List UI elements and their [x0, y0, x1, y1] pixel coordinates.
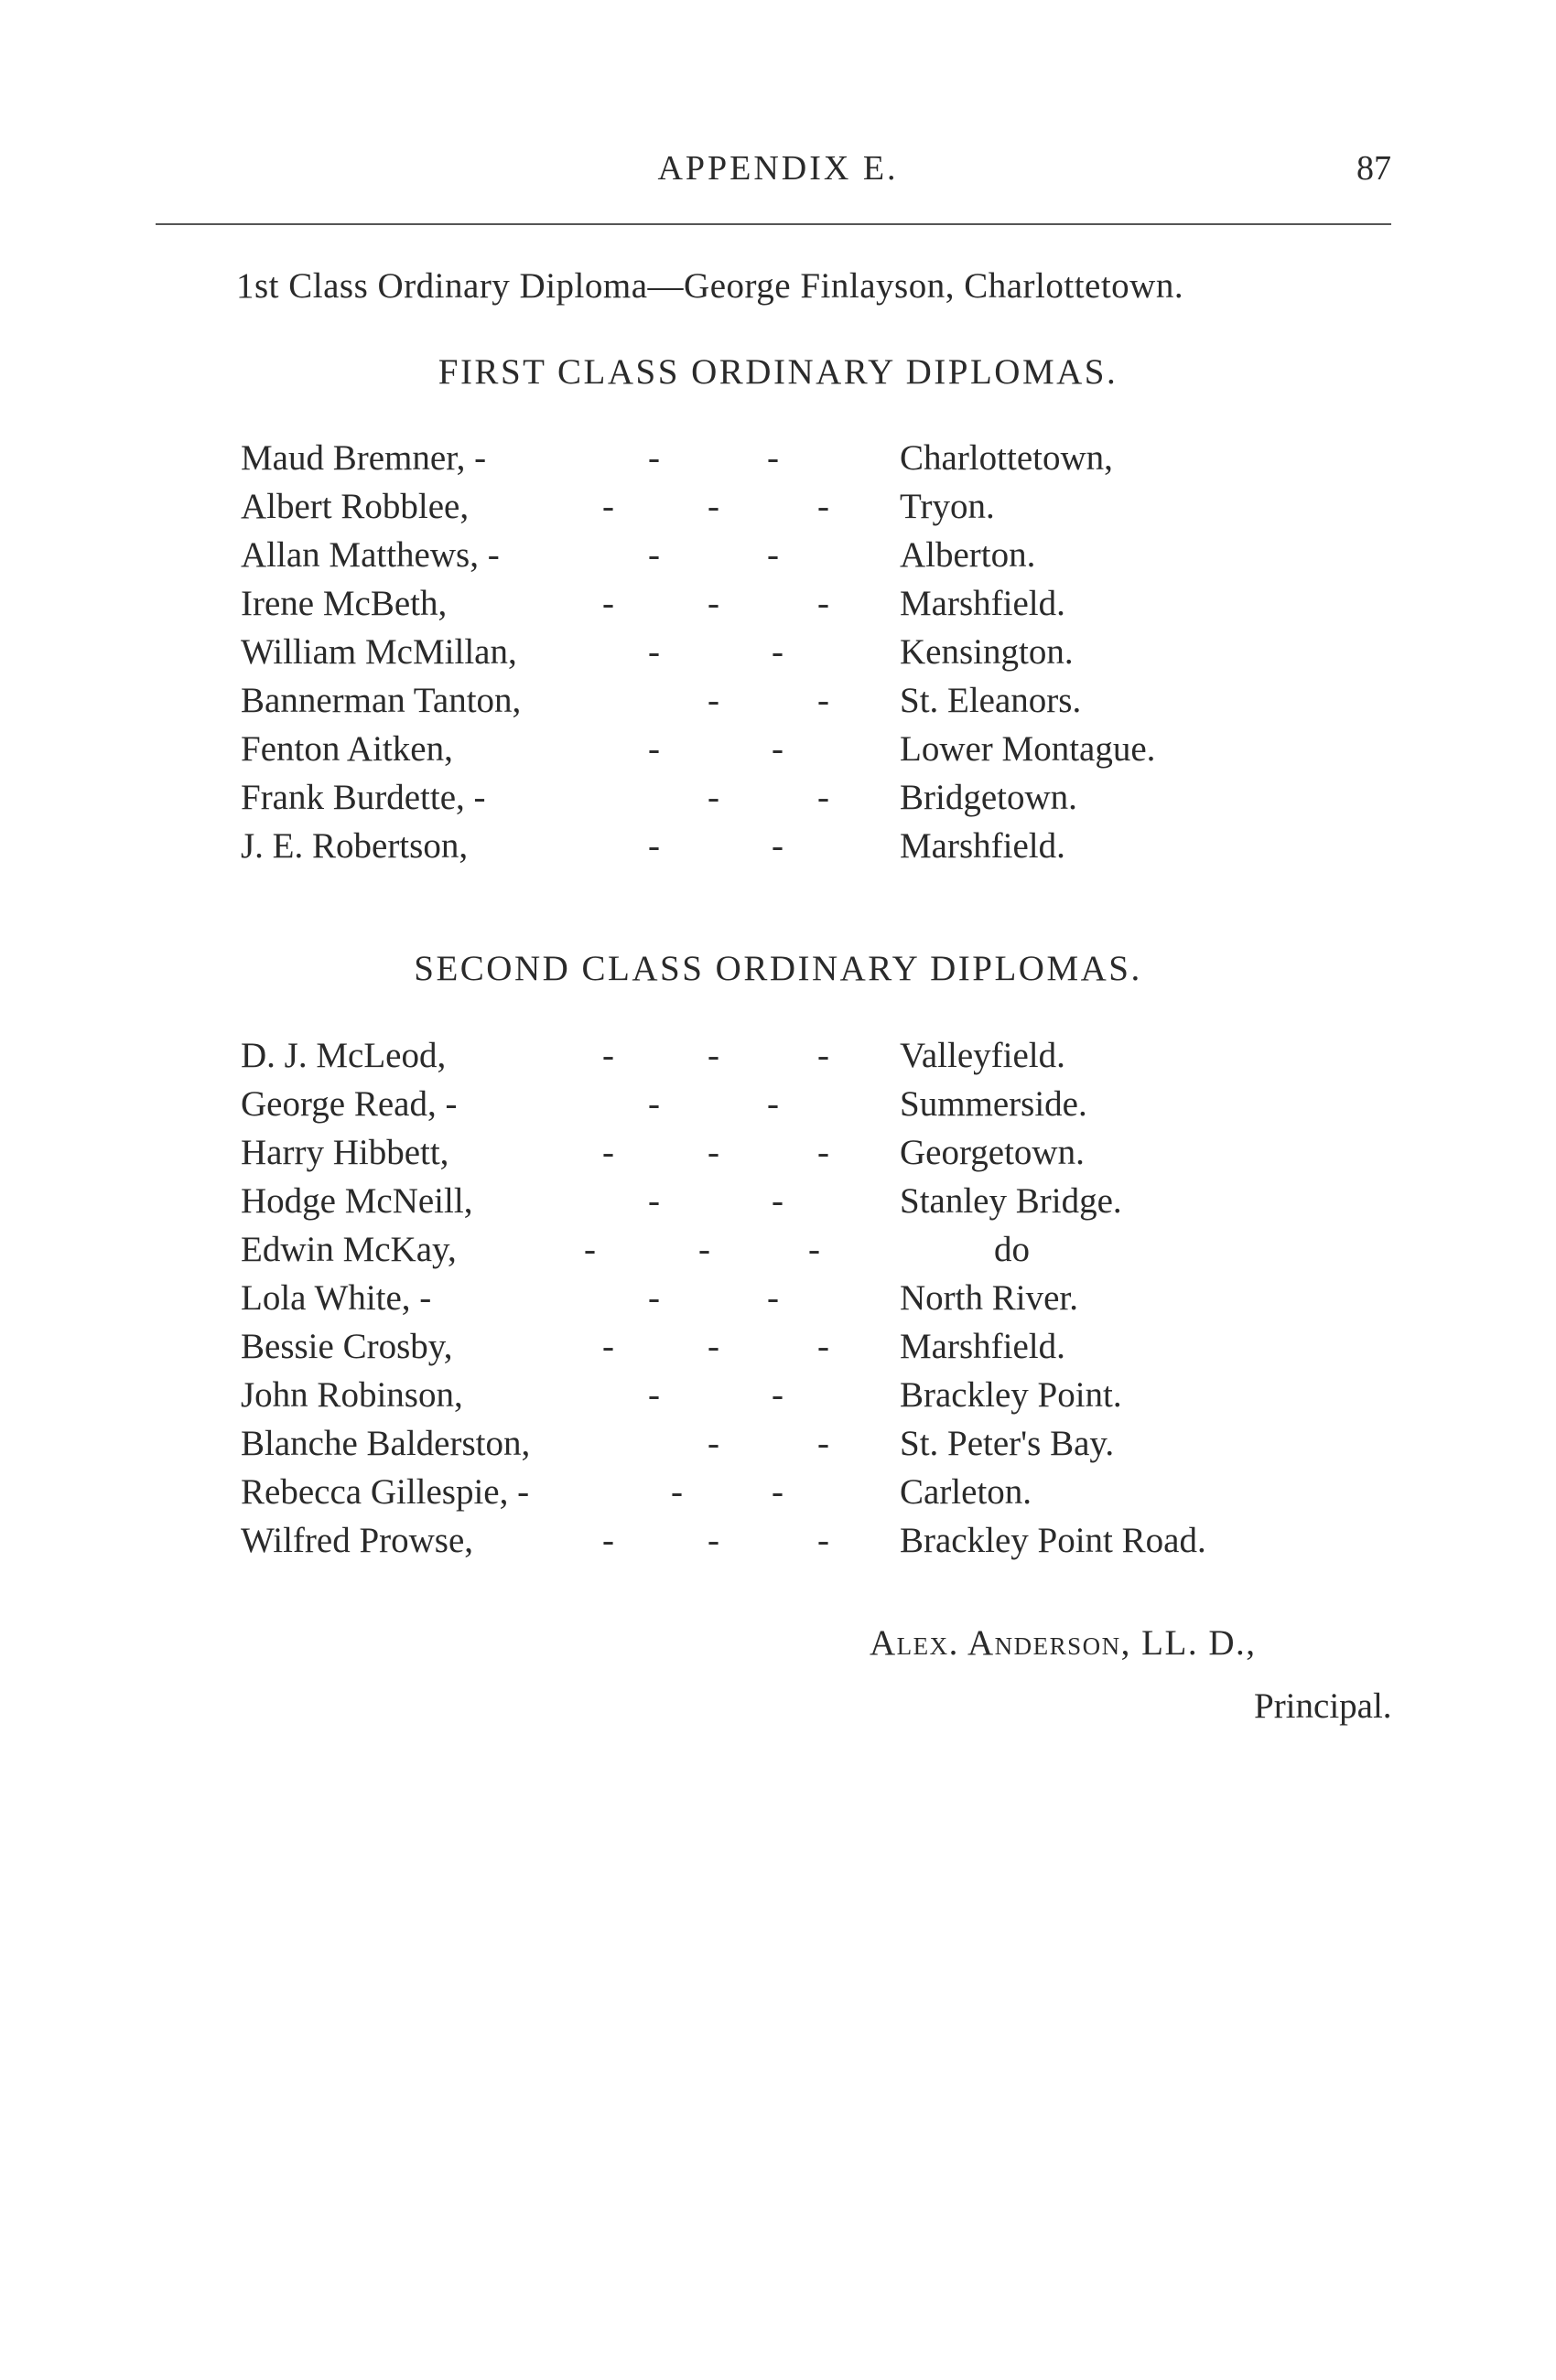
list-item — [241, 631, 1339, 680]
leader-dash: - — [602, 487, 614, 526]
list-item — [241, 1520, 1339, 1568]
leader-dash: - — [648, 1181, 660, 1221]
leader-dash: - — [772, 826, 783, 866]
list-item — [241, 777, 1339, 825]
leader-dash: - — [708, 1036, 719, 1075]
entry-name: Fenton Aitken, — [241, 729, 453, 769]
leader-dash: - — [708, 1133, 719, 1172]
entry-place: Lower Montague. — [900, 729, 1156, 769]
entry-name: Maud Bremner, - — [241, 438, 487, 478]
leader-dash: - — [767, 535, 779, 575]
leader-dash: - — [708, 1424, 719, 1463]
leader-dash: - — [767, 1084, 779, 1124]
entry-name: William McMillan, — [241, 632, 517, 672]
entry-place: Summerside. — [900, 1084, 1087, 1124]
leader-dash: - — [817, 1327, 829, 1366]
leader-dash: - — [708, 778, 719, 817]
leader-dash: - — [817, 487, 829, 526]
entry-place: Charlottetown, — [900, 438, 1113, 478]
leader-dash: - — [708, 487, 719, 526]
leader-dash: - — [602, 584, 614, 623]
entry-place: Marshfield. — [900, 584, 1065, 623]
leader-dash: - — [772, 1472, 783, 1512]
leader-dash: - — [602, 1327, 614, 1366]
entry-place: St. Eleanors. — [900, 681, 1082, 720]
entry-place: North River. — [900, 1278, 1078, 1318]
signature-name: Alex. Anderson, LL. D., — [870, 1623, 1257, 1663]
entry-name: Hodge McNeill, — [241, 1181, 473, 1221]
entry-place: Stanley Bridge. — [900, 1181, 1122, 1221]
list-item — [241, 680, 1339, 728]
entry-name: Albert Robblee, — [241, 487, 470, 526]
entry-name: Edwin McKay, — [241, 1230, 457, 1269]
leader-dash: - — [602, 1133, 614, 1172]
leader-dash: - — [772, 1375, 783, 1415]
entry-place: Brackley Point Road. — [900, 1521, 1206, 1560]
list-item — [241, 1229, 1339, 1277]
leader-dash: - — [772, 632, 783, 672]
leader-dash: - — [648, 729, 660, 769]
entry-name: Bannerman Tanton, — [241, 681, 522, 720]
list-item — [241, 1374, 1339, 1423]
second-class-list — [241, 1035, 1339, 1568]
entry-name: Bessie Crosby, — [241, 1327, 453, 1366]
signature-title: Principal. — [1254, 1686, 1392, 1726]
entry-place: Kensington. — [900, 632, 1074, 672]
leader-dash: - — [817, 584, 829, 623]
entry-place: Brackley Point. — [900, 1375, 1122, 1415]
entry-name: Allan Matthews, - — [241, 535, 500, 575]
list-item — [241, 1035, 1339, 1083]
list-item — [241, 437, 1339, 486]
entry-place: Carleton. — [900, 1472, 1032, 1512]
entry-name: Irene McBeth, — [241, 584, 448, 623]
leader-dash: - — [817, 778, 829, 817]
entry-name: Harry Hibbett, — [241, 1133, 449, 1172]
leader-dash: - — [584, 1230, 596, 1269]
leader-dash: - — [648, 826, 660, 866]
leader-dash: - — [772, 1181, 783, 1221]
entry-name: J. E. Robertson, — [241, 826, 469, 866]
leader-dash: - — [817, 1133, 829, 1172]
leader-dash: - — [767, 1278, 779, 1318]
entry-place: Valleyfield. — [900, 1036, 1065, 1075]
list-item — [241, 534, 1339, 583]
leader-dash: - — [767, 438, 779, 478]
intro-line: 1st Class Ordinary Diploma—George Finlayson, Charlottetown. — [236, 266, 1184, 306]
entry-place: Tryon. — [900, 487, 995, 526]
leader-dash: - — [708, 1521, 719, 1560]
leader-dash: - — [808, 1230, 820, 1269]
leader-dash: - — [648, 1084, 660, 1124]
entry-name: Lola White, - — [241, 1278, 432, 1318]
list-item — [241, 825, 1339, 874]
leader-dash: - — [817, 681, 829, 720]
entry-place: Marshfield. — [900, 1327, 1065, 1366]
leader-dash: - — [648, 535, 660, 575]
leader-dash: - — [648, 438, 660, 478]
entry-place: Alberton. — [900, 535, 1036, 575]
list-item — [241, 1471, 1339, 1520]
entry-name: Wilfred Prowse, — [241, 1521, 474, 1560]
first-class-heading: FIRST CLASS ORDINARY DIPLOMAS. — [438, 352, 1118, 392]
list-item — [241, 728, 1339, 777]
list-item — [241, 1277, 1339, 1326]
entry-place: Marshfield. — [900, 826, 1065, 866]
leader-dash: - — [648, 632, 660, 672]
list-item — [241, 1326, 1339, 1374]
entry-place: Georgetown. — [900, 1133, 1085, 1172]
list-item — [241, 1423, 1339, 1471]
second-class-heading: SECOND CLASS ORDINARY DIPLOMAS. — [414, 949, 1142, 988]
first-class-list — [241, 437, 1339, 874]
list-item — [241, 486, 1339, 534]
leader-dash: - — [772, 729, 783, 769]
entry-name: John Robinson, — [241, 1375, 463, 1415]
leader-dash: - — [817, 1036, 829, 1075]
leader-dash: - — [648, 1375, 660, 1415]
leader-dash: - — [817, 1521, 829, 1560]
header-rule — [156, 223, 1391, 225]
entry-place: St. Peter's Bay. — [900, 1424, 1115, 1463]
leader-dash: - — [602, 1036, 614, 1075]
entry-name: Rebecca Gillespie, - — [241, 1472, 530, 1512]
leader-dash: - — [708, 1327, 719, 1366]
list-item — [241, 583, 1339, 631]
entry-name: George Read, - — [241, 1084, 458, 1124]
entry-name: Frank Burdette, - — [241, 778, 486, 817]
page-number: 87 — [1356, 149, 1391, 188]
list-item — [241, 1132, 1339, 1180]
list-item — [241, 1083, 1339, 1132]
leader-dash: - — [708, 584, 719, 623]
running-header: APPENDIX E. — [657, 149, 899, 188]
entry-name: D. J. McLeod, — [241, 1036, 447, 1075]
list-item — [241, 1180, 1339, 1229]
leader-dash: - — [817, 1424, 829, 1463]
leader-dash: - — [698, 1230, 710, 1269]
leader-dash: - — [602, 1521, 614, 1560]
entry-place: do — [994, 1230, 1030, 1269]
leader-dash: - — [671, 1472, 683, 1512]
entry-place: Bridgetown. — [900, 778, 1077, 817]
leader-dash: - — [648, 1278, 660, 1318]
entry-name: Blanche Balderston, — [241, 1424, 531, 1463]
leader-dash: - — [708, 681, 719, 720]
